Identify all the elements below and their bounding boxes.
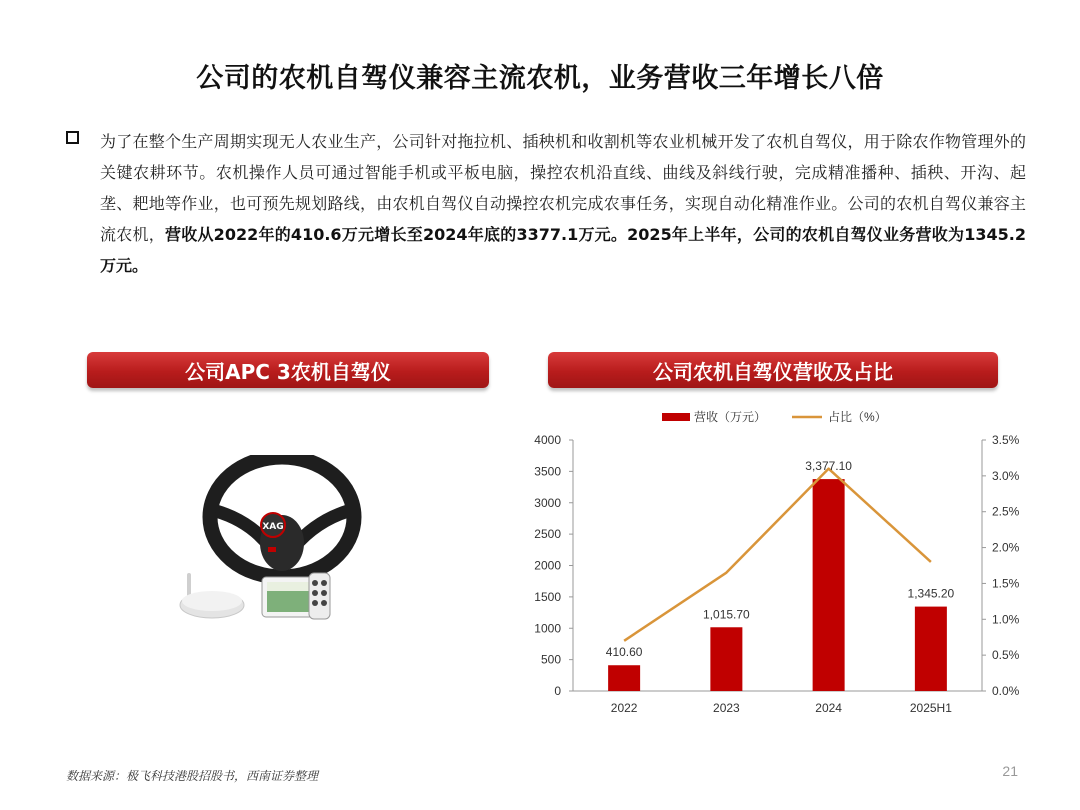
autosteering-product-image <box>170 455 370 630</box>
revenue-share-chart <box>510 400 1050 730</box>
summary-paragraph <box>100 126 1026 281</box>
bar-data-label: 1,345.20 <box>907 586 955 601</box>
legend-swatch-revenue <box>662 413 690 421</box>
paragraph-bold-text: 营收从2022年的410.6万元增长至2024年底的3377.1万元。2025年上半年，公司的农机自驾仪业务营收为1345.2万元。 <box>100 225 1026 275</box>
y-left-tick-label: 2500 <box>534 527 561 542</box>
bullet-square-icon <box>66 131 79 144</box>
chart-section-header: 公司农机自驾仪营收及占比 <box>548 352 998 388</box>
revenue-bar <box>710 627 742 691</box>
summary-bullet <box>66 126 1026 281</box>
y-left-tick-label: 0 <box>554 684 561 698</box>
bar-series <box>605 479 947 691</box>
x-tick-label: 2024 <box>815 701 842 715</box>
device-logo: XAG <box>262 522 284 532</box>
product-section-header: 公司APC 3农机自驾仪 <box>87 352 489 388</box>
revenue-bar <box>608 665 640 691</box>
legend-label-revenue: 营收（万元） <box>694 410 767 424</box>
y-right-tick-label: 0.5% <box>992 648 1020 663</box>
y-right-tick-label: 0.0% <box>992 684 1020 698</box>
bar-data-label: 3,377.10 <box>805 459 852 474</box>
line-series <box>606 459 955 659</box>
revenue-bar <box>915 607 947 691</box>
paragraph-normal-text: 为了在整个生产周期实现无人农业生产，公司针对拖拉机、插秧机和收割机等农业机械开发了农机自驾仪，用于除农作物管理外的关键农耕环节。农机操作人员可通过智能手机或平板电脑，操控农机沿直线、曲线及斜线行驶，完成精准播种、插秧、开沟、起垄、耙地等作业，也可预先规划路线，由农机自驾仪自动操控农机完成农事任务，实现自动化精准作业。公司的农机自驾仪兼容主流农机， <box>100 132 1026 244</box>
y-right-tick-label: 1.0% <box>992 612 1020 627</box>
y-left-tick-label: 3000 <box>534 495 561 510</box>
legend-label-share: 占比（%） <box>828 410 887 424</box>
y-left-tick-label: 500 <box>540 652 561 667</box>
share-line <box>624 469 931 641</box>
x-tick-label: 2022 <box>610 701 638 715</box>
remote-controller <box>309 573 330 619</box>
x-tick-label: 2025H1 <box>909 701 952 715</box>
revenue-bar <box>813 479 845 691</box>
page-number: 21 <box>1002 763 1018 779</box>
y-right-tick-label: 2.0% <box>992 540 1020 555</box>
y-left-tick-label: 1500 <box>534 589 561 604</box>
y-right-tick-label: 3.0% <box>992 468 1020 483</box>
y-left-tick-label: 1000 <box>534 621 561 636</box>
y-right-tick-label: 2.5% <box>992 504 1020 519</box>
bar-data-label: 1,015.70 <box>703 607 750 622</box>
page-title: 公司的农机自驾仪兼容主流农机，业务营收三年增长八倍 <box>196 63 884 94</box>
bar-data-label: 410.60 <box>605 645 643 660</box>
y-right-tick-label: 3.5% <box>992 433 1020 447</box>
y-left-tick-label: 4000 <box>534 433 561 447</box>
y-left-tick-label: 3500 <box>534 464 561 479</box>
data-source-note: 数据来源：极飞科技港股招股书，西南证券整理 <box>66 769 319 783</box>
x-tick-label: 2023 <box>713 701 740 715</box>
steering-wheel <box>210 457 354 577</box>
y-left-tick-label: 2000 <box>534 558 561 573</box>
y-right-tick-label: 1.5% <box>992 576 1020 591</box>
chart-legend <box>662 409 887 424</box>
